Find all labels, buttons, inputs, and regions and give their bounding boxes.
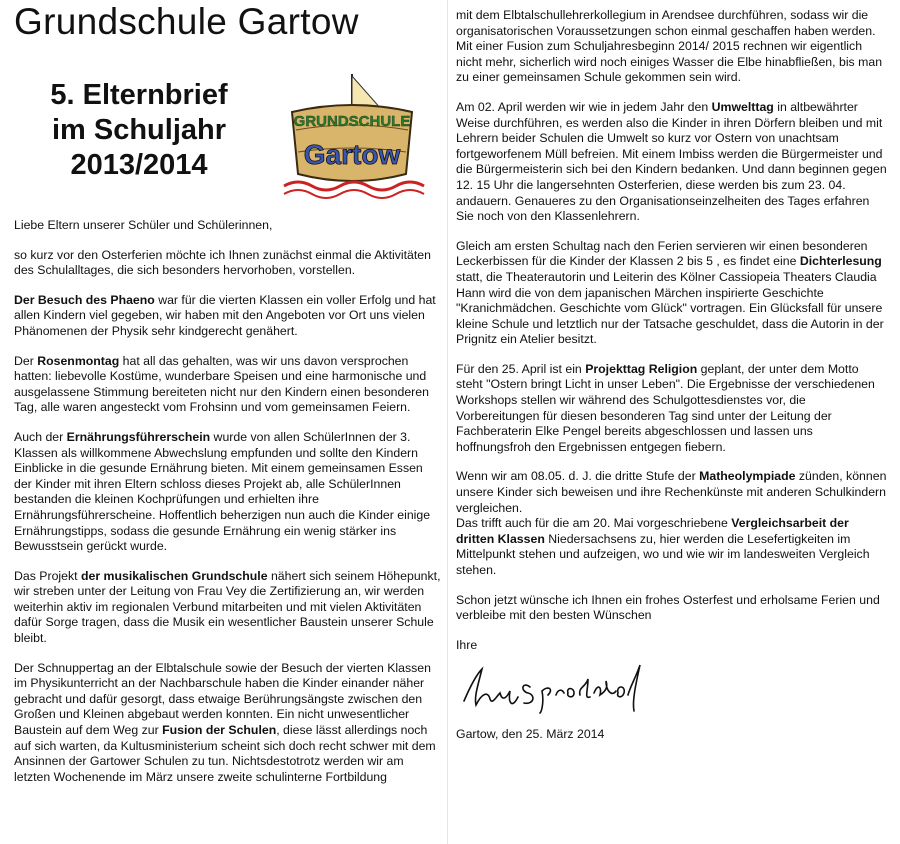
letter-title-line-3: 2013/2014 — [70, 149, 208, 181]
vergleichsarbeit-heading: Vergleichsarbeit der dritten Klassen — [456, 516, 849, 546]
musik-pre: Das Projekt — [14, 568, 81, 583]
dichterlesung-text: statt, die Theaterautorin und Leiterin des Kölner Cassiopeia Theaters Claudia Hann wird die von dem japanischen Märchen inspirierte Geschichte "Kranichmädchen. Geschichte vom Glück" vortragen. Ein Glücksfall für unsere kleine Schule und letztlich nur der Tatsache geschuldet, dass die Autorin in der Prignitz ein Atelier besitzt. — [456, 269, 884, 347]
vergleichsarbeit-pre: Das trifft auch für die am 20. Mai vorgeschriebene — [456, 516, 732, 531]
school-name: Grundschule Gartow — [14, 1, 359, 42]
dichterlesung-heading: Dichterlesung — [799, 254, 882, 269]
religion-pre: Für den 25. April ist ein — [456, 361, 586, 376]
logo-text-top: GRUNDSCHULE — [293, 113, 411, 130]
rosenmontag-heading: Rosenmontag — [37, 353, 120, 368]
dichterlesung-pre: Gleich am ersten Schultag nach den Ferien servieren wir einen besonderen Leckerbissen für die Kinder der Klassen 2 bis 5 , es findet eine — [456, 238, 868, 269]
fusion-heading: Fusion der Schulen — [162, 723, 277, 738]
fusion-pre: Der Schnuppertag an der Elbtalschule sowie der Besuch der vierten Klassen im Physikunterricht an der Nachbarschule haben die Kinder einander näher gebracht und dafür gesorgt, dass etwaige Berührungsängste zwischen den Großen und Kleinen abgebaut werden konnten. Ein nicht unwesentlicher Baustein auf dem Weg zur — [14, 660, 431, 738]
salutation: Liebe Eltern unserer Schüler und Schülerinnen, — [14, 218, 273, 232]
top-spacer — [456, 0, 888, 8]
school-ship-logo — [278, 70, 426, 202]
religion-paragraph — [456, 362, 888, 456]
ernaehrung-text: wurde von allen SchülerInnen der 3. Klassen als willkommene Abwechslung empfunden und sollte den Kindern Einblicke in die gesunde Ernährung bieten. Mit einem gemeinsamen Essen der Kinder mit ihren Eltern schloss dieses Projekt ab, alle SchülerInnen bestanden die kleinen Kochprüfungen und erhielten ihre Ernährungsführerscheine. Hoffentlich beherzigen nun auch die Kinder einige Ernährungstipps, sodass die gesunde Ernährung ein wenig stärker ins Bewusstsein gerückt wurde. — [14, 429, 431, 554]
fortbildung-paragraph: mit dem Elbtalschullehrerkollegium in Arendsee durchführen, sodass wir die organisatorischen Voraussetzungen schon einmal geschaffen haben werden. Mit einer Fusion zum Schuljahresbeginn 2014/ 2015 rechnen wir eigentlich nicht mehr, sicherlich wird noch einiges Wasser die Elbe hinabfließen, bis man zu einer gemeinsamen Schule gekommen sein wird. — [456, 8, 883, 85]
intro-paragraph: so kurz vor den Osterferien möchte ich Ihnen zunächst einmal die Aktivitäten des Schulalltages, die sich besonders hervorhoben, vorstellen. — [14, 247, 431, 278]
umwelttag-heading: Umwelttag — [711, 99, 774, 114]
religion-heading: Projekttag Religion — [585, 361, 698, 376]
musik-paragraph — [14, 569, 442, 647]
handwritten-signature-image — [456, 657, 646, 715]
fusion-text: , diese lässt allerdings noch auf sich warten, da Kultusministerium scheint sich doch recht schwer mit dem Ansinnen der Gartower Schulen zu tun. Nichtsdestotrotz werden wir am letzten Wochenende im März unsere zweite schulinterne Fortbildung — [14, 723, 436, 784]
place-date: Gartow, den 25. März 2014 — [456, 727, 605, 742]
phaeno-text: war für die vierten Klassen ein voller Erfolg und hat allen Kindern viel gegeben, wir haben mit den Angeboten vor Ort uns vielen Phänomenen der Physik sehr kindgerecht genähert. — [14, 292, 436, 338]
phaeno-heading: Der Besuch des Phaeno — [14, 292, 155, 307]
signature — [456, 657, 888, 715]
letter-title-line-1: 5. Elternbrief — [50, 79, 228, 111]
matheolympiade-pre: Wenn wir am 08.05. d. J. die dritte Stufe der — [456, 469, 700, 484]
umwelttag-pre: Am 02. April werden wir wie in jedem Jahr den — [456, 99, 712, 114]
letter-title — [14, 78, 264, 183]
matheolympiade-text: zünden, können unsere Kinder sich beweisen und ihre Rechenkünste mit anderen Schulkindern vergleichen. — [456, 469, 887, 515]
matheolympiade-heading: Matheolympiade — [699, 469, 796, 484]
umwelttag-paragraph — [456, 100, 888, 225]
rosenmontag-paragraph — [14, 354, 442, 416]
ernaehrung-heading: Ernährungsführerschein — [66, 429, 211, 444]
closing-paragraph: Schon jetzt wünsche ich Ihnen ein frohes Osterfest und erholsame Ferien und verbleibe mit den besten Wünschen — [456, 592, 880, 623]
rosenmontag-pre: Der — [14, 353, 38, 368]
phaeno-paragraph — [14, 293, 442, 340]
vergleichsarbeit-text: Niedersachsens zu, hier werden die Lesefertigkeiten im Mittelpunkt stehen und aufzeigen, wo und wie wir im landesweiten Vergleich stehen. — [456, 531, 870, 577]
umwelttag-text: in altbewährter Weise durchführen, es werden also die Kinder in ihren Dörfern bleiben und mit Lehrern beider Schulen die Umwelt so kurz vor Ostern von unachtsam fortgeworfenem Müll befreien. Mit einem Imbiss werden die Bürgermeister und die Bürgermeisterin sich bei den Kindern bedanken. Und dann beginnen gegen 12. 15 Uhr die langersehnten Osterferien, diese werden bis zum 23. 04. andauern. Genaueres zu den Organisationseinzelheiten des Tages erfahren Sie noch von den Klassenlehrern. — [456, 99, 887, 224]
ernaehrung-paragraph — [14, 430, 442, 555]
sign-off: Ihre — [456, 637, 478, 652]
logo-text-bottom: Gartow — [303, 139, 401, 170]
right-column — [456, 0, 888, 757]
ernaehrung-pre: Auch der — [14, 429, 67, 444]
matheolympiade-paragraph — [456, 469, 888, 578]
fusion-paragraph — [14, 661, 442, 786]
musik-text: nähert sich seinem Höhepunkt, wir streben unter der Leitung von Frau Vey die Zertifizierung an, wir werden weiterhin aktiv im regionalen Verbund mitarbeiten und mit vielen Aktivitäten dafür Sorge tragen, dass die Musik ein wesentlicher Baustein unserer Schule bleibt. — [14, 568, 441, 646]
column-divider — [447, 0, 448, 844]
dichterlesung-paragraph — [456, 239, 888, 348]
rosenmontag-text: hat all das gehalten, was wir uns davon versprochen hatten: liebevolle Kostüme, wunderbare Speisen und eine harmonische und ausgelassene Stimmung bereiteten nicht nur den Kindern einen besonderen Tag, alle waren angesteckt vom Frohsinn und vom gemeinsamen Feiern. — [14, 353, 429, 415]
religion-text: geplant, der unter dem Motto steht "Ostern bringt Licht in unser Leben". Die Ergebnisse der verschiedenen Workshops stellen wir während des Schulgottesdienstes vor, die Vorbereitungen für diesen besonderen Tag sind unter der Leitung der Fachberaterin Elke Pengel bereits abgeschlossen und lassen uns hoffnungsfroh den Ergebnissen entgegen fiebern. — [456, 361, 875, 454]
letter-title-line-2: im Schuljahr — [51, 114, 227, 146]
musik-heading: der musikalischen Grundschule — [80, 568, 268, 583]
